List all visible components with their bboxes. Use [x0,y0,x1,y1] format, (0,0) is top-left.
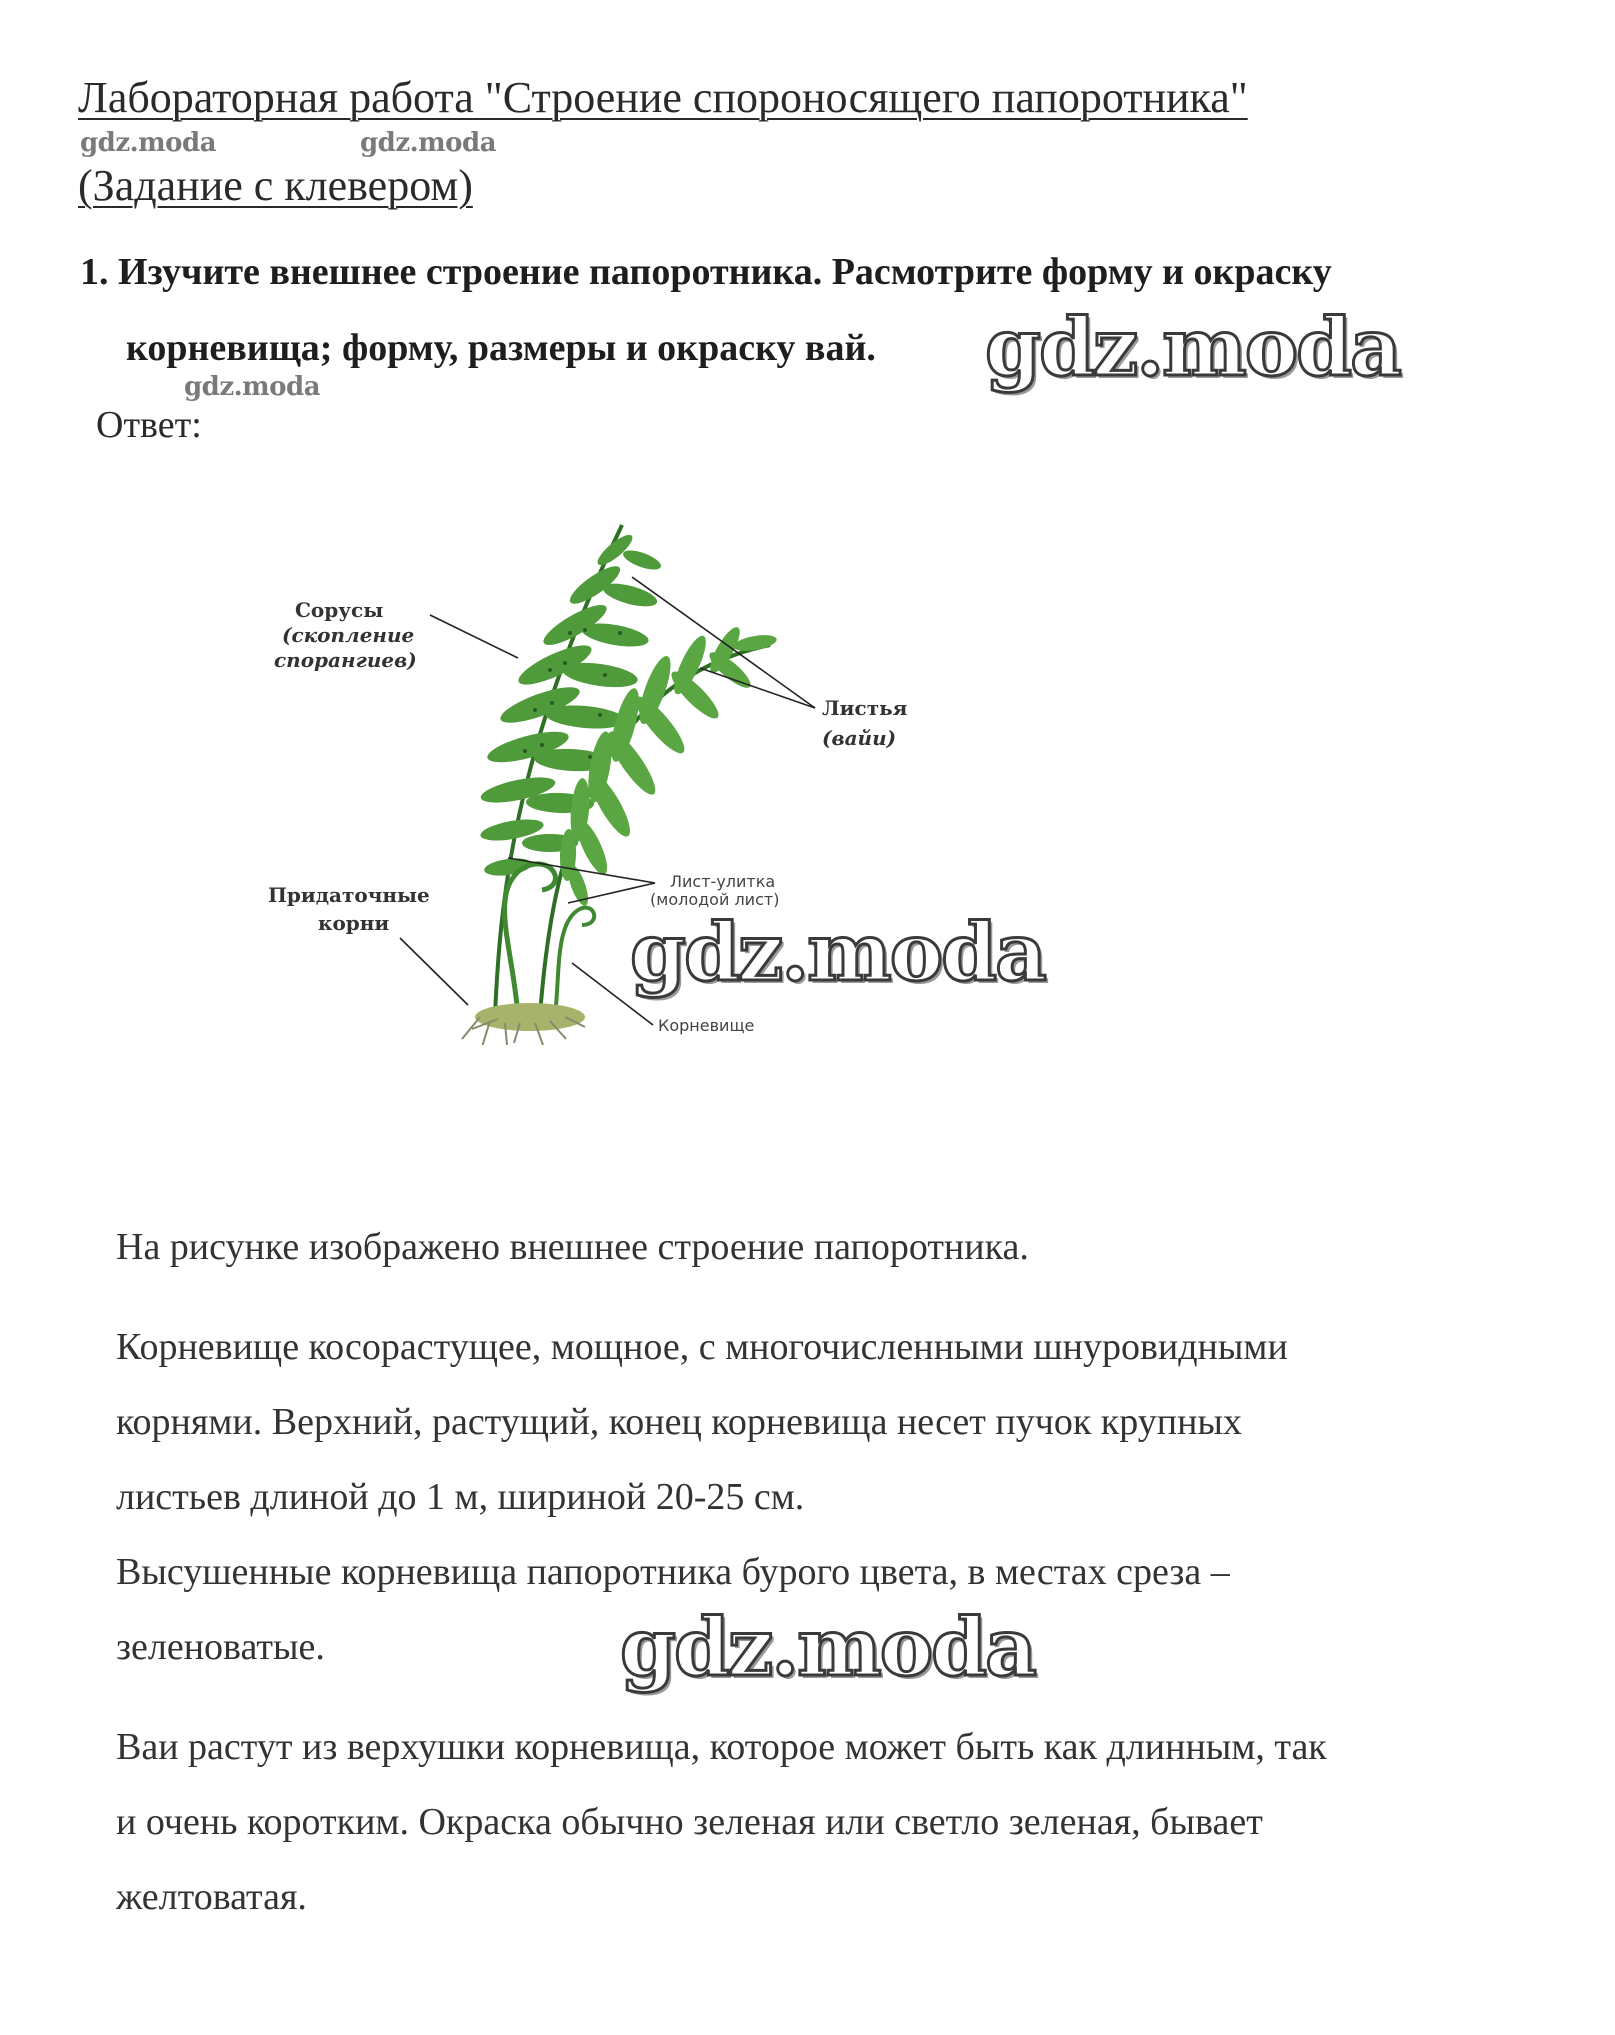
fiddlehead-2 [555,908,594,1015]
task-text-line-2: корневища; форму, размеры и окраску вай. [126,327,876,369]
paragraph-rhizome-line-3: листьев длиной до 1 м, шириной 20-25 см. [116,1476,805,1518]
label-sorus: Сорусы [295,598,384,622]
paragraph-rhizome-line-2: корнями. Верхний, растущий, конец корневища несет пучок крупных [116,1401,1242,1443]
label-roots-2: корни [318,911,390,935]
paragraph-fronds-line-1: Ваи растут из верхушки корневища, которое может быть как длинным, так [116,1726,1327,1768]
watermark-large-2: gdz.moda [630,905,1045,999]
label-fiddlehead: Лист-улитка [670,872,776,891]
label-sorus-note-1: (скопление [282,623,415,647]
watermark-small-2: gdz.moda [360,128,497,158]
paragraph-fronds-line-3: желтоватая. [116,1876,307,1918]
page-title: Лабораторная работа "Строение спороносящего папоротника" [78,73,1248,122]
page-subtitle: (Задание с клевером) [78,161,473,210]
label-leaves-note: (вайи) [822,726,897,750]
paragraph-color-line-2: зеленоватые. [116,1626,325,1668]
paragraph-fronds-line-2: и очень коротким. Окраска обычно зеленая или светло зеленая, бывает [116,1801,1263,1843]
label-roots-1: Придаточные [268,883,430,907]
fern-rhizome [462,1003,585,1045]
label-rhizome: Корневище [658,1016,755,1035]
watermark-large-3: gdz.moda [620,1600,1035,1694]
label-leaves: Листья [822,696,908,720]
watermark-large-1: gdz.moda [985,300,1400,394]
paragraph-rhizome-line-1: Корневище косорастущее, мощное, с многочисленными шнуровидными [116,1326,1288,1368]
label-fiddlehead-note: (молодой лист) [650,890,780,909]
paragraph-intro: На рисунке изображено внешнее строение папоротника. [116,1226,1029,1268]
label-sorus-note-2: спорангиев) [274,648,417,672]
task-text-line-1: 1. Изучите внешнее строение папоротника. Расмотрите форму и окраску [80,251,1332,293]
answer-label: Ответ: [96,404,202,446]
paragraph-color-line-1: Высушенные корневища папоротника бурого цвета, в местах среза – [116,1551,1230,1593]
watermark-small-3: gdz.moda [184,372,321,402]
watermark-small-1: gdz.moda [80,128,217,158]
